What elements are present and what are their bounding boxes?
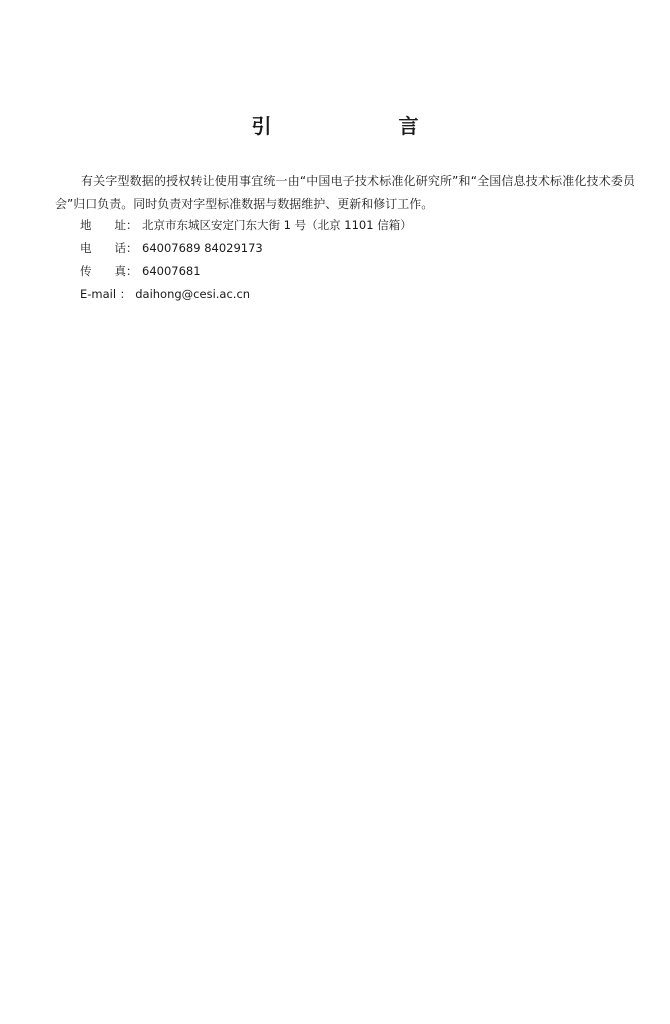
intro-paragraph: 有关字型数据的授权转让使用事宜统一由“中国电子技术标准化研究所”和“全国信息技术标准化技术委员会”归口负责。同时负责对字型标准数据与数据维护、更新和修订工作。	[55, 174, 635, 211]
address-line	[80, 217, 412, 233]
address-label: 地 址：	[80, 218, 138, 232]
phone-line	[80, 240, 263, 256]
email-line	[80, 286, 250, 302]
email-label: E-mail ：	[80, 287, 132, 301]
fax-label: 传 真：	[80, 264, 138, 278]
fax-value: 64007681	[142, 264, 201, 278]
address-value: 北京市东城区安定门东大街 1 号（北京 1101 信箱）	[142, 218, 412, 232]
fax-line	[80, 263, 201, 279]
phone-value: 64007689 84029173	[142, 241, 263, 255]
page-title: 引 言	[251, 114, 479, 138]
phone-label: 电 话：	[80, 241, 138, 255]
email-value: daihong@cesi.ac.cn	[135, 287, 251, 301]
